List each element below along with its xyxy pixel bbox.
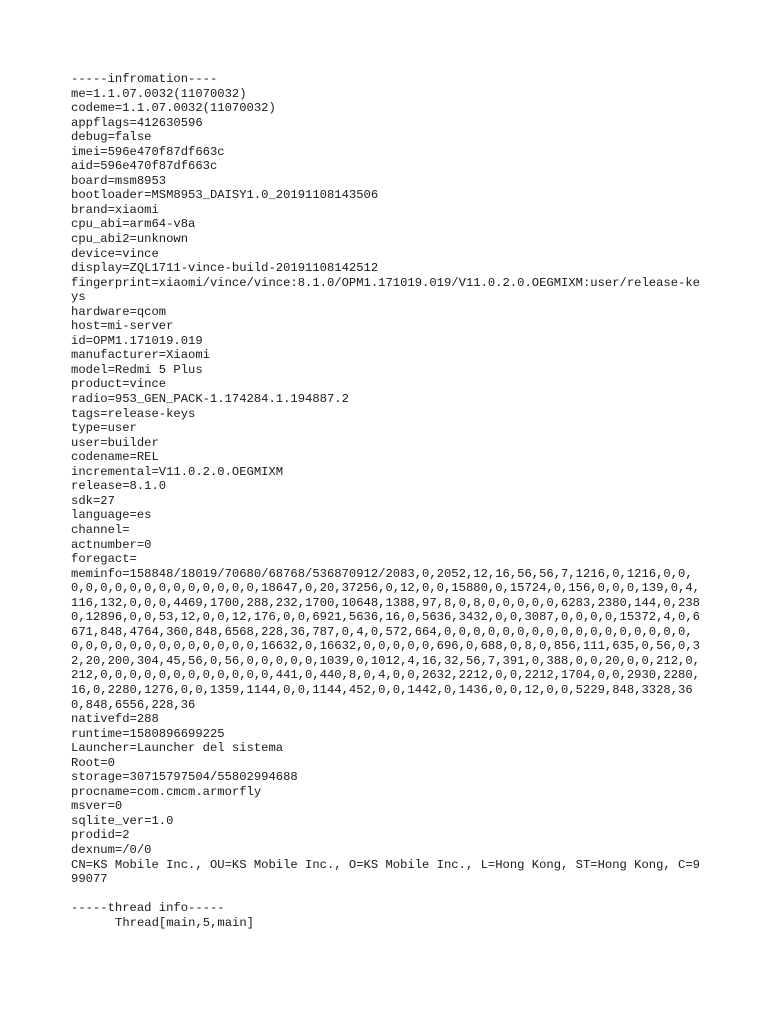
fingerprint-line: fingerprint=xiaomi/vince/vince:8.1.0/OPM1.171019.019/V11.0.2.0.OEGMIXM:user/release-keys [71,275,700,305]
info-line: prodid=2 [71,828,130,843]
certificate-line: CN=KS Mobile Inc., OU=KS Mobile Inc., O=KS Mobile Inc., L=Hong Kong, ST=Hong Kong, C=999077 [71,857,700,887]
info-line: Launcher=Launcher del sistema [71,741,284,756]
info-lines-block-1 [71,87,701,276]
info-line: language=es [71,508,152,523]
info-line: actnumber=0 [71,537,152,552]
info-line: dexnum=/0/0 [71,842,152,857]
meminfo-line: meminfo=158848/18019/70680/68768/536870912/2083,0,2052,12,16,56,56,7,1216,0,1216,0,0,0,0,0,0,0,0,0,0,0,0,0,0,0,18647,0,20,37256,0,12,0,0,15880,0,15724,0,156,0,0,0,139,0,4,116,132,0,0,0,4469,1700,288,232,1700,10648,1388,97,8,0,8,0,0,0,0,0,6283,2380,144,0,2380,12896,0,0,53,12,0,0,12,176,0,0,6921,5636,16,0,5636,3432,0,0,3087,0,0,0,0,15372,4,0,6671,848,4764,360,848,6568,228,36,787,0,4,0,572,664,0,0,0,0,0,0,0,0,0,0,0,0,0,0,0,0,0,0,0,0,0,0,0,0,0,0,0,0,0,0,16632,0,16632,0,0,0,0,0,696,0,688,0,8,0,856,111,635,0,56,0,32,20,200,304,45,56,0,56,0,0,0,0,0,1039,0,1012,4,16,32,56,7,391,0,388,0,0,20,0,0,212,0,212,0,0,0,0,0,0,0,0,0,0,0,0,441,0,440,8,0,4,0,0,2632,2212,0,0,2212,1704,0,0,2930,2280,16,0,2280,1276,0,0,1359,1144,0,0,1144,452,0,0,1442,0,1436,0,0,12,0,0,5229,848,3328,360,848,6556,228,36 [71,566,700,712]
info-line: model=Redmi 5 Plus [71,362,203,377]
info-line: host=mi-server [71,319,174,334]
info-line: sqlite_ver=1.0 [71,813,174,828]
info-line: codeme=1.1.07.0032(11070032) [71,101,276,116]
info-line: incremental=V11.0.2.0.OEGMIXM [71,464,284,479]
info-line: nativefd=288 [71,712,159,727]
info-line: hardware=qcom [71,304,167,319]
thread-line: Thread[main,5,main] [115,915,254,930]
info-line: appflags=412630596 [71,115,203,130]
info-line: user=builder [71,435,159,450]
info-line: brand=xiaomi [71,202,159,217]
info-line: product=vince [71,377,167,392]
info-line: release=8.1.0 [71,479,167,494]
info-line: debug=false [71,130,152,145]
info-line: device=vince [71,246,159,261]
log-document [71,72,701,930]
info-line: me=1.1.07.0032(11070032) [71,86,247,101]
info-line: id=OPM1.171019.019 [71,333,203,348]
info-line: codename=REL [71,450,159,465]
thread-section-header: -----thread info----- [71,901,225,916]
info-lines-block-3 [71,712,701,857]
info-line: msver=0 [71,799,123,814]
info-line: foregact= [71,552,137,567]
info-line: sdk=27 [71,493,115,508]
blank-line [71,887,701,902]
info-line: bootloader=MSM8953_DAISY1.0_20191108143506 [71,188,379,203]
info-line: channel= [71,522,130,537]
info-line: procname=com.cmcm.armorfly [71,784,262,799]
info-line: manufacturer=Xiaomi [71,348,210,363]
info-line: storage=30715797504/55802994688 [71,770,298,785]
info-line: display=ZQL1711-vince-build-20191108142512 [71,261,379,276]
info-line: type=user [71,421,137,436]
info-line: tags=release-keys [71,406,196,421]
info-line: imei=596e470f87df663c [71,144,225,159]
info-lines-block-2 [71,305,701,567]
info-line: aid=596e470f87df663c [71,159,218,174]
info-line: cpu_abi2=unknown [71,232,189,247]
info-line: board=msm8953 [71,173,167,188]
info-line: cpu_abi=arm64-v8a [71,217,196,232]
info-section-header: -----infromation---- [71,72,218,86]
info-line: runtime=1580896699225 [71,726,225,741]
info-line: Root=0 [71,755,115,770]
info-line: radio=953_GEN_PACK-1.174284.1.194887.2 [71,392,349,407]
